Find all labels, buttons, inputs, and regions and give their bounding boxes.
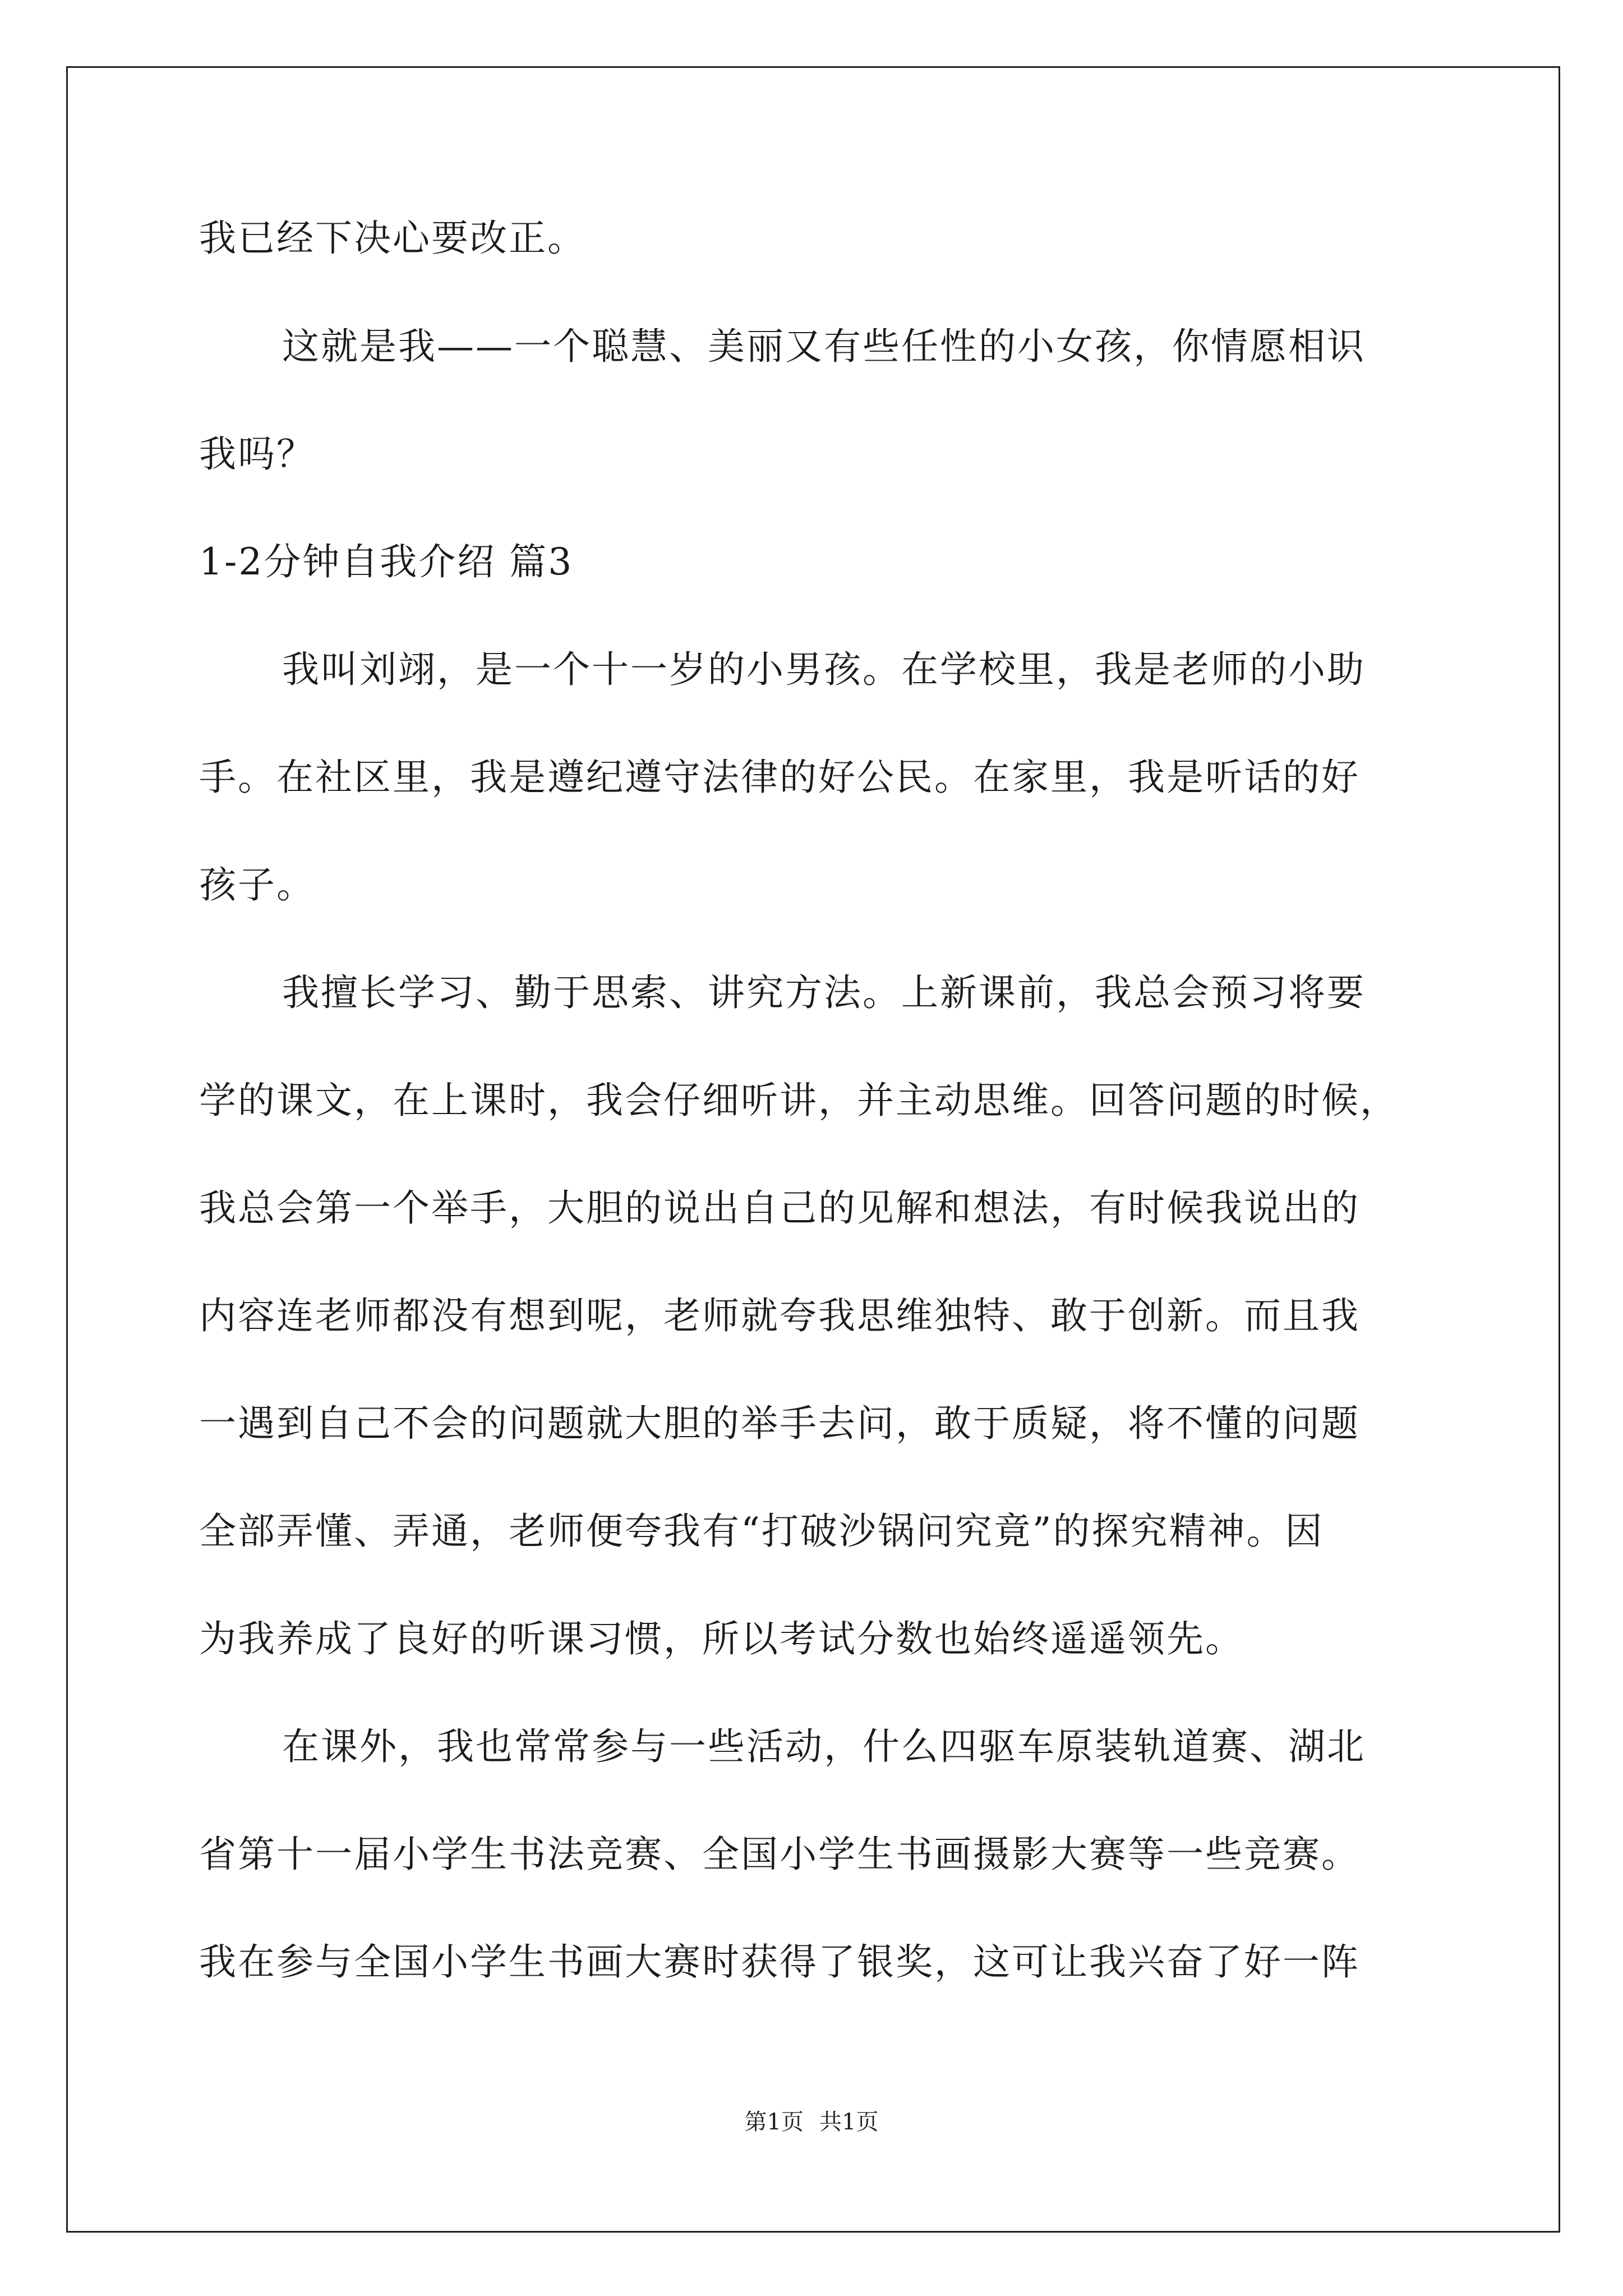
paragraph-line: 全部弄懂、弄通，老师便夸我有“打破沙锅问究竟”的探究精神。因 xyxy=(199,1510,1324,1553)
paragraph-line: 我总会第一个举手，大胆的说出自己的见解和想法，有时候我说出的 xyxy=(199,1186,1360,1230)
paragraph-line: 为我养成了良好的听课习惯，所以考试分数也始终遥遥领先。 xyxy=(199,1617,1244,1660)
page-total: 共1页 xyxy=(819,2109,879,2135)
paragraph-line: 内容连老师都没有想到呢，老师就夸我思维独特、敢于创新。而且我 xyxy=(199,1294,1360,1337)
paragraph-line: 我吗？ xyxy=(199,432,315,476)
page-footer xyxy=(0,2108,1623,2136)
paragraph-line: 我在参与全国小学生书画大赛时获得了银奖，这可让我兴奋了好一阵 xyxy=(199,1940,1360,1984)
page-number: 第1页 xyxy=(744,2109,804,2135)
paragraph-line: 我擅长学习、勤于思索、讲究方法。上新课前，我总会预习将要 xyxy=(282,971,1366,1014)
section-heading: 1-2分钟自我介绍 篇3 xyxy=(199,540,574,583)
paragraph-line: 一遇到自己不会的问题就大胆的举手去问，敢于质疑，将不懂的问题 xyxy=(199,1402,1360,1445)
paragraph-line: 我已经下决心要改正。 xyxy=(199,217,586,260)
paragraph-line: 省第十一届小学生书法竞赛、全国小学生书画摄影大赛等一些竞赛。 xyxy=(199,1833,1360,1876)
paragraph-line: 孩子。 xyxy=(199,863,315,907)
paragraph-line: 我叫刘翊，是一个十一岁的小男孩。在学校里，我是老师的小助 xyxy=(282,648,1366,691)
page-border xyxy=(66,66,1560,2233)
paragraph-line: 手。在社区里，我是遵纪遵守法律的好公民。在家里，我是听话的好 xyxy=(199,756,1360,799)
paragraph-line: 这就是我——一个聪慧、美丽又有些任性的小女孩，你情愿相识 xyxy=(282,325,1366,368)
paragraph-line: 学的课文，在上课时，我会仔细听讲，并主动思维。回答问题的时候， xyxy=(199,1079,1399,1122)
paragraph-line: 在课外，我也常常参与一些活动，什么四驱车原装轨道赛、湖北 xyxy=(282,1725,1366,1768)
